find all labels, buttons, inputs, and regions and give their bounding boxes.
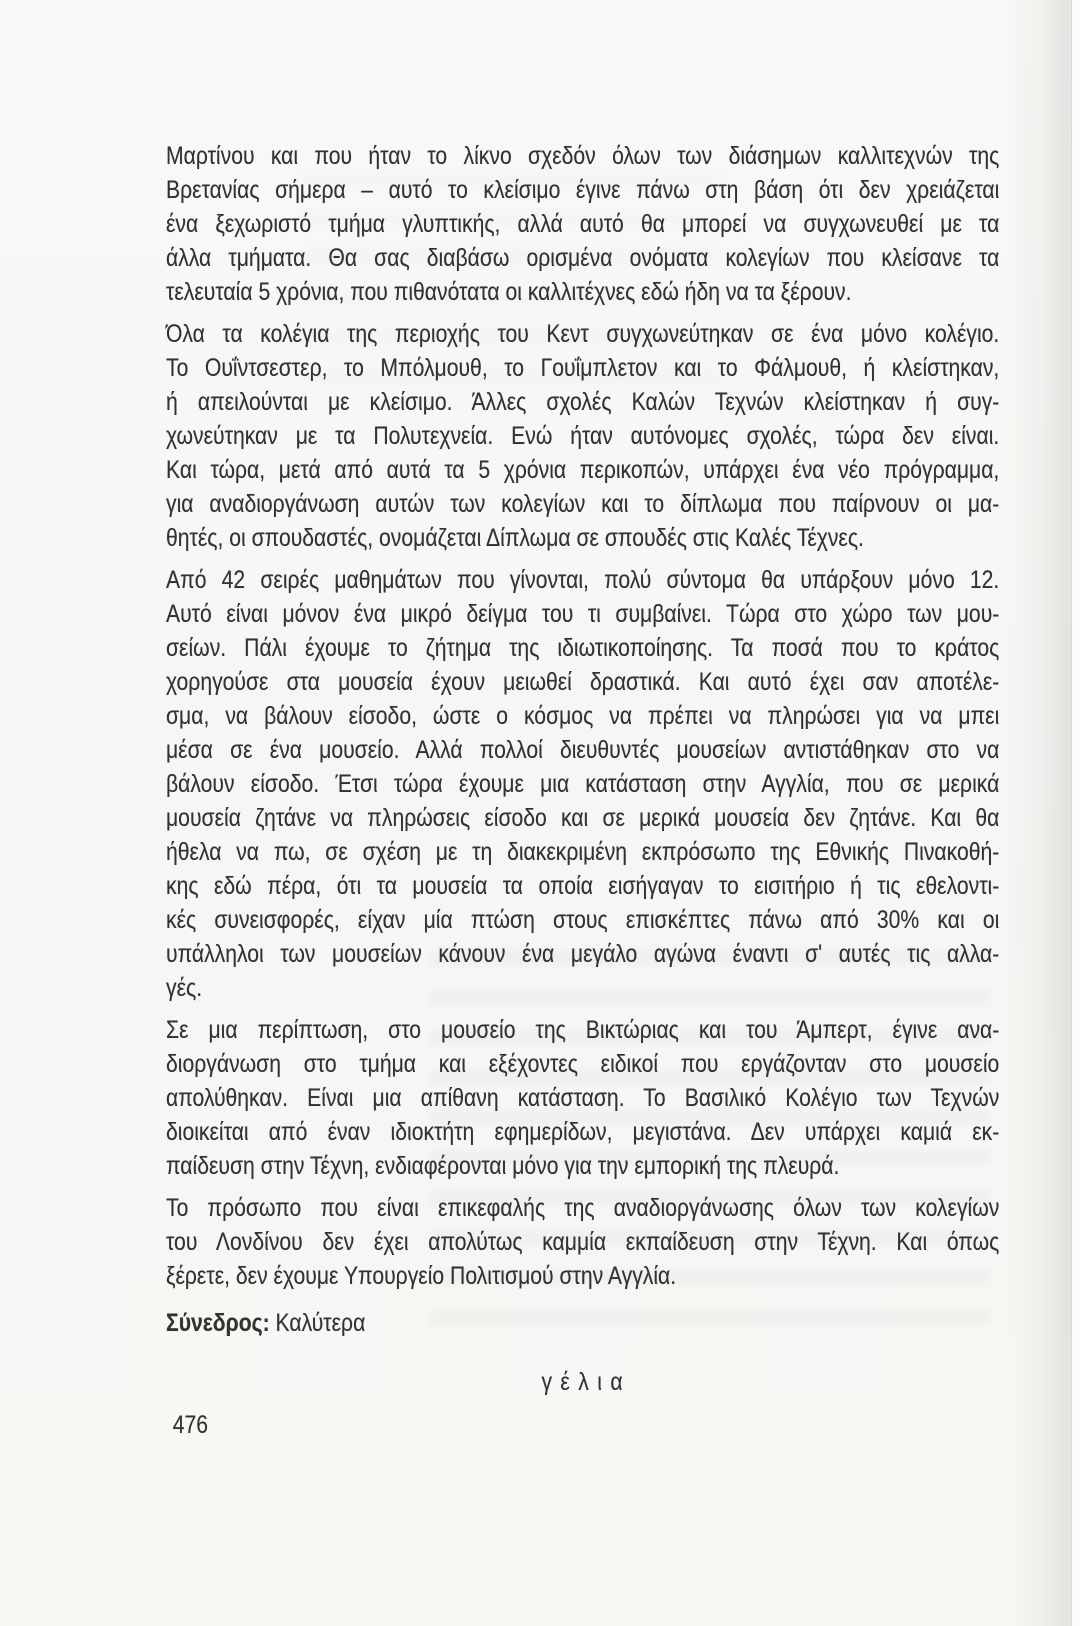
stage-direction: γ έ λ ι α	[541, 1368, 624, 1396]
text-line: σμα, να βάλουν είσοδο, ώστε ο κόσμος να πρέπει να πληρώσει για να μπει	[166, 702, 1000, 730]
text-line: χωνεύτηκαν με τα Πολυτεχνεία. Ενώ ήταν αυτόνομες σχολές, τώρα δεν είναι.	[166, 422, 1000, 450]
speaker-text: Καλύτερα	[275, 1309, 366, 1337]
text-line: Το πρόσωπο που είναι επικεφαλής της αναδιοργάνωσης όλων των κολεγίων	[166, 1194, 1000, 1222]
text-line: τελευταία 5 χρόνια, που πιθανότατα οι καλλιτέχνες εδώ ήδη να τα ξέρουν.	[166, 278, 852, 306]
page-edge-strip	[1071, 0, 1080, 1626]
paragraph	[166, 317, 999, 555]
text-line: χορηγούσε στα μουσεία έχουν μειωθεί δραστικά. Και αυτό έχει σαν αποτέλε-	[166, 668, 1000, 696]
paragraph	[166, 139, 999, 309]
text-line: μέσα σε ένα μουσείο. Αλλά πολλοί διευθυντές μουσείων αντιστάθηκαν στο να	[166, 736, 1000, 764]
page-number: 476	[172, 1411, 209, 1439]
text-line: ή απειλούνται με κλείσιμο. Άλλες σχολές Καλών Τεχνών κλείστηκαν ή συγ-	[166, 388, 1000, 416]
text-column	[166, 139, 999, 1442]
text-line: άλλα τμήματα. Θα σας διαβάσω ορισμένα ονόματα κολεγίων που κλείσανε τα	[166, 244, 1000, 272]
text-line: ένα ξεχωριστό τμήμα γλυπτικής, αλλά αυτό θα μπορεί να συγχωνευθεί με τα	[166, 210, 1000, 238]
text-line: Το Ουΐντσεστερ, το Μπόλμουθ, το Γουΐμπλετον και το Φάλμουθ, ή κλείστηκαν,	[166, 354, 1000, 382]
paragraph	[166, 1191, 999, 1293]
text-line: ήθελα να πω, σε σχέση με τη διακεκριμένη εκπρόσωπο της Εθνικής Πινακοθή-	[166, 838, 1000, 866]
text-line: Αυτό είναι μόνον ένα μικρό δείγμα του τι συμβαίνει. Τώρα στο χώρο των μου-	[166, 600, 1000, 628]
text-line: κές συνεισφορές, είχαν μία πτώση στους επισκέπτες πάνω από 30% και οι	[166, 906, 1000, 934]
text-line: ξέρετε, δεν έχουμε Υπουργείο Πολιτισμού στην Αγγλία.	[166, 1262, 677, 1290]
paragraph	[166, 563, 999, 1005]
text-line: σείων. Πάλι έχουμε το ζήτημα της ιδιωτικοποίησης. Τα ποσά που το κράτος	[166, 634, 1000, 662]
text-line: παίδευση στην Τέχνη, ενδιαφέρονται μόνο για την εμπορική της πλευρά.	[166, 1152, 840, 1180]
text-line: διοργάνωση στο τμήμα και εξέχοντες ειδικοί που εργάζονταν στο μουσείο	[166, 1050, 1000, 1078]
text-line: κης εδώ πέρα, ότι τα μουσεία τα οποία εισήγαγαν το εισιτήριο ή τις εθελοντι-	[166, 872, 1000, 900]
text-line: απολύθηκαν. Είναι μια απίθανη κατάσταση. Το Βασιλικό Κολέγιο των Τεχνών	[166, 1084, 1000, 1112]
paragraph	[166, 1013, 999, 1183]
text-line: Όλα τα κολέγια της περιοχής του Κεντ συγχωνεύτηκαν σε ένα μόνο κολέγιο.	[166, 320, 1000, 348]
speaker-name: Σύνεδρος:	[166, 1309, 270, 1337]
text-line: Βρετανίας σήμερα – αυτό το κλείσιμο έγινε πάνω στη βάση ότι δεν χρειάζεται	[166, 176, 1000, 204]
text-line: για αναδιοργάνωση αυτών των κολεγίων και το δίπλωμα που παίρνουν οι μα-	[166, 490, 1000, 518]
text-line: θητές, οι σπουδαστές, ονομάζεται Δίπλωμα σε σπουδές στις Καλές Τέχνες.	[166, 524, 864, 552]
text-line: Σε μια περίπτωση, στο μουσείο της Βικτώριας και του Άμπερτ, έγινε ανα-	[166, 1016, 1000, 1044]
text-line: βάλουν είσοδο. Έτσι τώρα έχουμε μια κατάσταση στην Αγγλία, που σε μερικά	[166, 770, 1000, 798]
text-line: Από 42 σειρές μαθημάτων που γίνονται, πολύ σύντομα θα υπάρξουν μόνο 12.	[166, 566, 1000, 594]
paragraphs	[166, 139, 999, 1293]
text-line: υπάλληλοι των μουσείων κάνουν ένα μεγάλο αγώνα έναντι σ' αυτές τις αλλα-	[166, 940, 1000, 968]
text-line: Και τώρα, μετά από αυτά τα 5 χρόνια περικοπών, υπάρχει ένα νέο πρόγραμμα,	[166, 456, 1000, 484]
text-line: διοικείται από έναν ιδιοκτήτη εφημερίδων, μεγιστάνα. Δεν υπάρχει καμιά εκ-	[166, 1118, 1000, 1146]
text-line: του Λονδίνου δεν έχει απολύτως καμμία εκπαίδευση στην Τέχνη. Και όπως	[166, 1228, 1000, 1256]
text-line: Μαρτίνου και που ήταν το λίκνο σχεδόν όλων των διάσημων καλλιτεχνών της	[166, 142, 1000, 170]
text-line: γές.	[166, 974, 203, 1002]
page-edge-shadow	[1006, 0, 1072, 1626]
speaker-line	[166, 1306, 999, 1340]
text-line: μουσεία ζητάνε να πληρώσεις είσοδο και σε μερικά μουσεία δεν ζητάνε. Και θα	[166, 804, 1000, 832]
